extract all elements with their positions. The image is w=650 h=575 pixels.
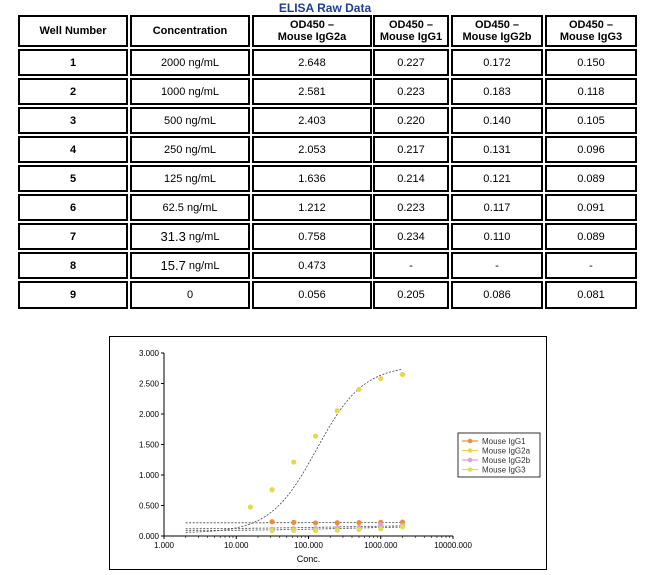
column-header bbox=[130, 15, 250, 47]
od-value-cell bbox=[252, 223, 372, 250]
well-number: 1 bbox=[69, 56, 77, 69]
od-value: 0.086 bbox=[483, 289, 511, 301]
od-value-cell bbox=[373, 107, 449, 134]
column-header bbox=[545, 15, 637, 47]
data-point bbox=[335, 408, 340, 413]
od-value-cell bbox=[252, 281, 372, 309]
od-value: 0.183 bbox=[483, 85, 511, 98]
od-value: 0.118 bbox=[577, 85, 605, 98]
od-value: 0.110 bbox=[483, 230, 511, 243]
column-header-text: Well Number bbox=[39, 25, 107, 37]
concentration-unit: ng/mL bbox=[182, 143, 216, 156]
od-value: 0.758 bbox=[298, 230, 326, 243]
od-value: 0.220 bbox=[397, 114, 425, 127]
od-value-cell bbox=[545, 223, 637, 250]
od-value: 0.473 bbox=[298, 259, 326, 272]
od-value-cell bbox=[373, 194, 449, 221]
legend-swatch-marker bbox=[468, 448, 473, 453]
well-number: 7 bbox=[69, 230, 77, 243]
y-tick-label: 0.000 bbox=[138, 532, 159, 541]
od-value: 0.089 bbox=[577, 172, 605, 185]
y-tick-label: 1.500 bbox=[138, 440, 159, 450]
data-point bbox=[313, 434, 318, 439]
od-value: 0.234 bbox=[397, 230, 425, 243]
concentration-cell bbox=[130, 136, 250, 163]
y-tick-label: 3.000 bbox=[138, 349, 159, 358]
well-number: 6 bbox=[69, 201, 77, 214]
concentration-cell bbox=[130, 252, 250, 279]
well-number: 4 bbox=[69, 143, 77, 156]
column-header bbox=[451, 15, 543, 47]
od-value-cell bbox=[373, 223, 449, 250]
table-title: ELISA Raw Data bbox=[278, 1, 372, 15]
od-value: 0.223 bbox=[397, 85, 425, 98]
od-value: - bbox=[589, 259, 593, 272]
y-tick-label: 2.500 bbox=[138, 379, 159, 389]
od-value: 0.096 bbox=[577, 143, 605, 156]
od-value-cell bbox=[545, 78, 637, 105]
od-value-cell bbox=[451, 107, 543, 134]
well-number-cell bbox=[18, 194, 128, 221]
concentration-value: 2000 bbox=[160, 56, 186, 69]
od-value: 0.150 bbox=[577, 56, 605, 69]
concentration-unit: ng/mL bbox=[185, 230, 220, 243]
od-value: 0.223 bbox=[397, 201, 425, 214]
data-point bbox=[356, 387, 361, 392]
column-header-text: OD450 – bbox=[474, 19, 520, 31]
od-value-cell bbox=[451, 281, 543, 309]
legend-swatch-marker bbox=[468, 458, 473, 463]
concentration-value: 125 bbox=[164, 172, 183, 185]
od-value-cell bbox=[373, 136, 449, 163]
legend-entry: Mouse IgG2a bbox=[482, 446, 531, 456]
concentration-cell bbox=[130, 281, 250, 309]
od-value: 0.217 bbox=[397, 143, 425, 156]
data-point bbox=[248, 505, 253, 510]
concentration-unit: ng/mL bbox=[185, 85, 220, 98]
column-header bbox=[373, 15, 449, 47]
legend-swatch-marker bbox=[468, 439, 473, 444]
od-value: 0.214 bbox=[397, 172, 425, 185]
column-header-text: OD450 – bbox=[388, 19, 434, 31]
data-point bbox=[269, 519, 274, 524]
data-point bbox=[269, 528, 274, 533]
od-value-cell bbox=[252, 136, 372, 163]
data-point bbox=[378, 376, 383, 381]
well-number: 8 bbox=[69, 259, 77, 272]
od-value-cell bbox=[451, 49, 543, 76]
y-tick-label: 0.500 bbox=[138, 501, 159, 511]
od-value-cell bbox=[373, 281, 449, 309]
column-header-text: Mouse IgG2b bbox=[462, 31, 532, 43]
concentration-cell bbox=[130, 49, 250, 76]
well-number-cell bbox=[18, 107, 128, 134]
data-point bbox=[313, 528, 318, 533]
concentration-value: 250 bbox=[164, 143, 183, 156]
legend-swatch-marker bbox=[468, 467, 473, 472]
od-value-cell bbox=[545, 107, 637, 134]
data-point bbox=[400, 372, 405, 377]
concentration-cell bbox=[130, 78, 250, 105]
od-value: 0.121 bbox=[483, 172, 511, 185]
x-tick-label: 100.000 bbox=[294, 541, 323, 550]
data-point bbox=[335, 520, 340, 525]
concentration-value: 62.5 bbox=[162, 201, 184, 214]
concentration-cell bbox=[130, 165, 250, 192]
y-tick-label: 2.000 bbox=[138, 410, 159, 419]
od-value-cell bbox=[373, 165, 449, 192]
fit-curve-igg2a bbox=[186, 369, 403, 532]
concentration-unit: ng/mL bbox=[182, 172, 216, 185]
well-number-cell bbox=[18, 78, 128, 105]
well-number-cell bbox=[18, 223, 128, 250]
legend-entry: Mouse IgG2b bbox=[482, 456, 531, 465]
data-point bbox=[378, 526, 383, 531]
elisa-standard-curve-chart bbox=[109, 336, 547, 570]
data-point bbox=[356, 520, 361, 525]
od-value: 0.131 bbox=[483, 143, 511, 156]
column-header-text: Mouse IgG2a bbox=[277, 31, 347, 43]
well-number-cell bbox=[18, 49, 128, 76]
od-value: 1.636 bbox=[298, 172, 326, 185]
od-value: 0.089 bbox=[577, 230, 605, 243]
od-value-cell bbox=[545, 194, 637, 221]
concentration-unit: ng/mL bbox=[185, 56, 220, 69]
od-value: - bbox=[409, 259, 413, 272]
od-value-cell bbox=[545, 252, 637, 279]
od-value: 2.053 bbox=[298, 143, 326, 156]
legend-entry: Mouse IgG1 bbox=[482, 437, 526, 446]
legend-entry: Mouse IgG3 bbox=[482, 465, 526, 475]
concentration-unit: ng/mL bbox=[182, 114, 216, 127]
od-value: 0.205 bbox=[397, 289, 425, 301]
data-point bbox=[356, 527, 361, 532]
column-header-text: OD450 – bbox=[289, 19, 335, 31]
y-tick-label: 1.000 bbox=[138, 471, 159, 480]
column-header-text: Concentration bbox=[152, 25, 228, 37]
well-number-cell bbox=[18, 165, 128, 192]
column-header-text: Mouse IgG3 bbox=[559, 31, 623, 43]
od-value: 2.648 bbox=[298, 56, 326, 69]
od-value: 0.117 bbox=[483, 201, 511, 214]
concentration-value: 15.7 bbox=[160, 257, 186, 273]
od-value: 0.056 bbox=[298, 289, 326, 301]
concentration-value: 31.3 bbox=[160, 228, 186, 244]
column-header-text: OD450 – bbox=[568, 19, 614, 31]
od-value-cell bbox=[373, 49, 449, 76]
od-value-cell bbox=[451, 78, 543, 105]
od-value-cell bbox=[545, 136, 637, 163]
concentration-value: 500 bbox=[164, 114, 183, 127]
od-value-cell bbox=[451, 194, 543, 221]
x-tick-label: 10.000 bbox=[224, 541, 249, 550]
concentration-value: 1000 bbox=[160, 85, 186, 98]
well-number-cell bbox=[18, 281, 128, 309]
well-number: 3 bbox=[69, 114, 77, 127]
data-point bbox=[335, 528, 340, 533]
od-value-cell bbox=[252, 78, 372, 105]
od-value-cell bbox=[451, 165, 543, 192]
od-value: 0.105 bbox=[577, 114, 605, 127]
od-value-cell bbox=[451, 223, 543, 250]
od-value-cell bbox=[545, 49, 637, 76]
well-number: 5 bbox=[69, 172, 77, 185]
elisa-data-table bbox=[18, 15, 637, 323]
concentration-unit: ng/mL bbox=[185, 259, 220, 272]
od-value-cell bbox=[373, 78, 449, 105]
x-tick-label: 1000.000 bbox=[364, 541, 398, 550]
od-value-cell bbox=[252, 194, 372, 221]
column-header bbox=[18, 15, 128, 47]
column-header bbox=[252, 15, 372, 47]
x-axis-label: Conc. bbox=[296, 554, 321, 564]
concentration-cell bbox=[130, 223, 250, 250]
od-value: - bbox=[495, 259, 499, 272]
data-point bbox=[291, 459, 296, 464]
data-point bbox=[313, 520, 318, 525]
concentration-cell bbox=[130, 194, 250, 221]
concentration-unit: ng/mL bbox=[183, 201, 218, 214]
data-point bbox=[291, 520, 296, 525]
data-point bbox=[400, 524, 405, 529]
od-value-cell bbox=[252, 252, 372, 279]
column-header-text: Mouse IgG1 bbox=[379, 31, 443, 43]
chart-canvas bbox=[110, 337, 546, 569]
od-value: 0.172 bbox=[483, 56, 511, 69]
od-value-cell bbox=[252, 49, 372, 76]
od-value-cell bbox=[545, 165, 637, 192]
x-tick-label: 10000.000 bbox=[434, 541, 472, 550]
well-number: 9 bbox=[69, 289, 77, 301]
od-value-cell bbox=[545, 281, 637, 309]
data-point bbox=[291, 528, 296, 533]
od-value-cell bbox=[252, 107, 372, 134]
od-value-cell bbox=[373, 252, 449, 279]
od-value: 0.140 bbox=[483, 114, 511, 127]
data-point bbox=[269, 487, 274, 492]
od-value-cell bbox=[252, 165, 372, 192]
well-number: 2 bbox=[69, 85, 77, 98]
od-value-cell bbox=[451, 252, 543, 279]
concentration-value: 0 bbox=[186, 289, 194, 301]
od-value: 2.581 bbox=[298, 85, 326, 98]
od-value-cell bbox=[451, 136, 543, 163]
concentration-cell bbox=[130, 107, 250, 134]
od-value: 0.081 bbox=[577, 289, 605, 301]
od-value: 0.227 bbox=[397, 56, 425, 69]
well-number-cell bbox=[18, 136, 128, 163]
x-tick-label: 1.000 bbox=[153, 541, 175, 550]
well-number-cell bbox=[18, 252, 128, 279]
od-value: 2.403 bbox=[298, 114, 326, 127]
od-value: 1.212 bbox=[298, 201, 326, 214]
od-value: 0.091 bbox=[577, 201, 605, 214]
